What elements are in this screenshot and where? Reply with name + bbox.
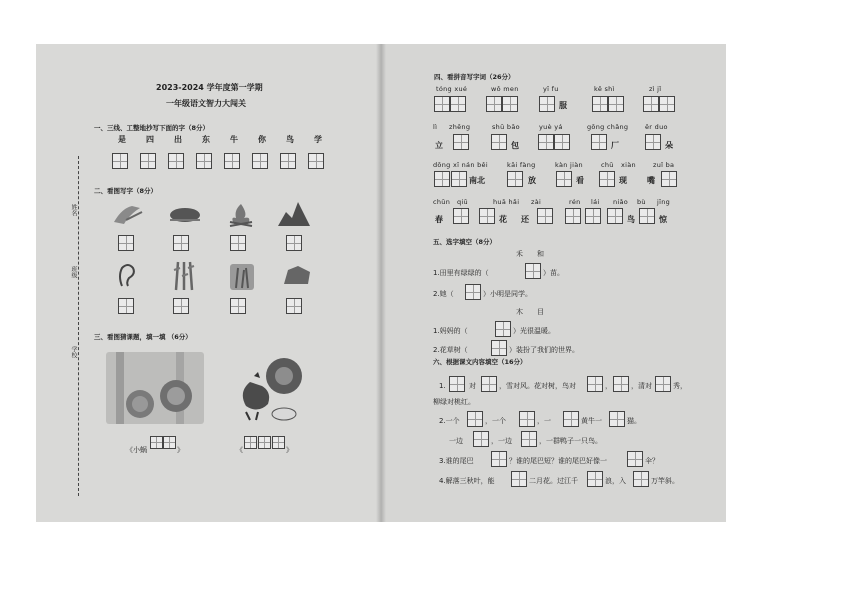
fill-text: 万竿斜。 [651,477,679,485]
given-char: 惊 [659,215,667,224]
answer-box[interactable] [655,376,671,392]
caption1-close: 》 [177,446,184,454]
pinyin: dōng [433,161,451,169]
pinyin: chū [601,161,614,169]
writing-box[interactable] [196,153,212,169]
q1-prefix: 1.田里有绿绿的（ [433,269,489,277]
choice-pair-2: 木 目 [516,308,544,316]
given-char: 现 [619,176,627,185]
pinyin: ěr duo [645,123,668,131]
answer-box[interactable] [511,471,527,487]
writing-box[interactable] [607,208,623,224]
stone-picture [168,202,202,224]
writing-box[interactable] [659,96,675,112]
pinyin: bù [637,198,646,206]
q4-prefix: 2.花草树（ [433,346,468,354]
section3-heading: 三、看图猜课题，填一填 （6分） [94,333,192,341]
writing-box[interactable] [592,96,608,112]
snail-story-picture [106,352,204,424]
writing-box[interactable] [608,96,624,112]
writing-box[interactable] [163,436,176,449]
fill-text: 秀， [673,382,687,390]
fill-text: 3.谁的尾巴 [439,457,474,465]
pinyin: kāi fàng [507,161,536,169]
hand-picture [110,202,146,228]
writing-box[interactable] [168,153,184,169]
fill-text: 1. [439,382,446,390]
writing-box[interactable] [645,134,661,150]
answer-box[interactable] [465,284,481,300]
pinyin: yī fu [543,85,559,93]
caption1-open: 《小蜗 [126,446,147,454]
copy-char: 牛 [230,135,238,144]
pinyin: chūn [433,198,451,206]
fill-text: 猫。 [627,417,641,425]
answer-box[interactable] [587,376,603,392]
side-label-class: 班级 [70,266,77,278]
choice-pair-1: 禾 和 [516,250,544,258]
writing-box[interactable] [661,171,677,187]
binding-line [78,156,79,496]
pinyin: huā hǎi [493,198,520,206]
answer-box[interactable] [563,411,579,427]
writing-box[interactable] [450,96,466,112]
side-label-school: 学校 [70,346,77,358]
writing-box[interactable] [286,298,302,314]
pinyin: kě shì [594,85,615,93]
pinyin: qiū [457,198,468,206]
writing-box[interactable] [502,96,518,112]
writing-box[interactable] [565,208,581,224]
writing-box[interactable] [118,298,134,314]
answer-box[interactable] [519,411,535,427]
pinyin: wǒ men [491,85,519,93]
answer-box[interactable] [481,376,497,392]
answer-box[interactable] [525,263,541,279]
fill-text: 二月花。过江千 [529,477,578,485]
fill-text: ？谁的尾巴短？谁的尾巴好像一 [509,457,607,465]
writing-box[interactable] [537,208,553,224]
fill-text: 柳绿对桃红。 [433,398,475,406]
writing-box[interactable] [591,134,607,150]
given-char: 鸟 [627,215,635,224]
caption2-close: 》 [286,446,293,454]
pinyin: zì jǐ [649,85,662,93]
pinyin: yuè yá [539,123,563,131]
given-char: 花 [499,215,507,224]
given-char: 看 [576,176,584,185]
writing-box[interactable] [434,171,450,187]
answer-box[interactable] [613,376,629,392]
writing-box[interactable] [507,171,523,187]
ear-picture [116,262,138,290]
writing-box[interactable] [244,436,257,449]
given-char: 服 [559,101,567,110]
page-fold [376,44,386,522]
mountain-picture [276,198,312,228]
answer-box[interactable] [627,451,643,467]
writing-box[interactable] [286,235,302,251]
pinyin: gōng chǎng [587,123,629,131]
side-label-name: 姓名 [70,204,77,216]
exam-title-name: 一年级语文智力大闯关 [166,99,246,108]
pinyin: shū bāo [492,123,520,131]
fill-text: 伞？ [645,457,659,465]
given-char: 厂 [611,141,619,150]
fill-text: 黄牛一 [581,417,602,425]
q3-suffix: ）光很温暖。 [513,327,555,335]
fill-text: 对 [469,382,476,390]
writing-box[interactable] [118,235,134,251]
section4-heading: 四、看拼音写字词（26分） [434,73,515,81]
writing-box[interactable] [258,436,271,449]
writing-box[interactable] [486,96,502,112]
writing-box[interactable] [272,436,285,449]
writing-box[interactable] [230,235,246,251]
writing-box[interactable] [451,171,467,187]
writing-box[interactable] [173,235,189,251]
pinyin: zhēng [449,123,471,131]
rooster-duck-picture [232,352,310,424]
writing-box[interactable] [308,153,324,169]
q1-suffix: ）苗。 [543,269,564,277]
q4-suffix: ）装扮了我们的世界。 [509,346,579,354]
rice-sprout-picture [228,262,256,292]
q3-prefix: 1.妈妈的（ [433,327,468,335]
fire-picture [226,202,256,228]
pinyin: xī nán běi [453,161,488,169]
fill-text: ，一个 [485,417,506,425]
writing-box[interactable] [453,208,469,224]
writing-box[interactable] [280,153,296,169]
writing-box[interactable] [224,153,240,169]
answer-box[interactable] [495,321,511,337]
answer-box[interactable] [467,411,483,427]
answer-box[interactable] [587,471,603,487]
answer-box[interactable] [633,471,649,487]
right-page [381,44,726,522]
writing-box[interactable] [599,171,615,187]
writing-box[interactable] [252,153,268,169]
pinyin: lái [591,198,600,206]
writing-box[interactable] [538,134,554,150]
pinyin: niǎo [613,198,629,206]
caption2-open: 《 [236,446,243,454]
fill-text: ，一群鸭子一只鸟。 [539,437,602,445]
section1-heading: 一、三线、工整地抄写下面的字（8分） [94,124,210,132]
section6-heading: 六、根据课文内容填空（16分） [433,358,527,366]
writing-box[interactable] [434,96,450,112]
fill-text: 2.一个 [439,417,460,425]
q2-suffix: ）小明是同学。 [483,290,532,298]
fill-text: ， [605,382,612,390]
pinyin: jīng [657,198,671,206]
writing-box[interactable] [479,208,495,224]
writing-box[interactable] [230,298,246,314]
q2-prefix: 2.她（ [433,290,454,298]
given-char: 嘴 [647,176,655,185]
copy-char: 出 [174,135,182,144]
fill-text: ，一 [537,417,551,425]
section5-heading: 五、选字填空（8分） [433,238,497,246]
writing-box[interactable] [173,298,189,314]
pinyin: zài [531,198,542,206]
copy-char: 四 [146,135,154,144]
answer-box[interactable] [449,376,465,392]
answer-box[interactable] [491,340,507,356]
writing-box[interactable] [643,96,659,112]
fill-text: 浪，入 [605,477,626,485]
writing-box[interactable] [585,208,601,224]
fill-text: 4.解落三秋叶，能 [439,477,495,485]
exam-title-year: 2023-2024 学年度第一学期 [156,83,263,92]
writing-box[interactable] [556,171,572,187]
copy-char: 你 [258,135,266,144]
writing-box[interactable] [491,134,507,150]
fill-text: ，雪对风。花对树，鸟对 [499,382,576,390]
pinyin: xiàn [621,161,636,169]
pinyin: rén [569,198,581,206]
writing-box[interactable] [639,208,655,224]
answer-box[interactable] [609,411,625,427]
fill-text: ，清对 [631,382,652,390]
left-page [36,44,381,522]
copy-char: 东 [202,135,210,144]
exam-photo [36,44,726,522]
writing-box[interactable] [554,134,570,150]
rock-picture [282,262,312,288]
given-char: 还 [521,215,529,224]
writing-box[interactable] [150,436,163,449]
pinyin: lì [433,123,438,131]
answer-box[interactable] [491,451,507,467]
copy-char: 鸟 [286,135,294,144]
writing-box[interactable] [112,153,128,169]
copy-char: 是 [118,135,126,144]
given-char: 包 [511,141,519,150]
fill-text: 一边 [449,437,463,445]
section2-heading: 二、看图写字（8分） [94,187,158,195]
pinyin: zuǐ ba [653,161,675,169]
bamboo-picture [170,260,200,292]
answer-box[interactable] [473,431,489,447]
given-char: 朵 [665,141,673,150]
writing-box[interactable] [453,134,469,150]
given-char: 立 [435,141,443,150]
pinyin: tóng xué [436,85,468,93]
given-char: 放 [528,176,536,185]
writing-box[interactable] [140,153,156,169]
answer-box[interactable] [521,431,537,447]
given-char: 南北 [469,176,485,185]
fill-text: ，一边 [491,437,512,445]
given-char: 春 [435,215,443,224]
copy-char: 学 [314,135,322,144]
pinyin: kàn jiàn [555,161,583,169]
writing-box[interactable] [539,96,555,112]
